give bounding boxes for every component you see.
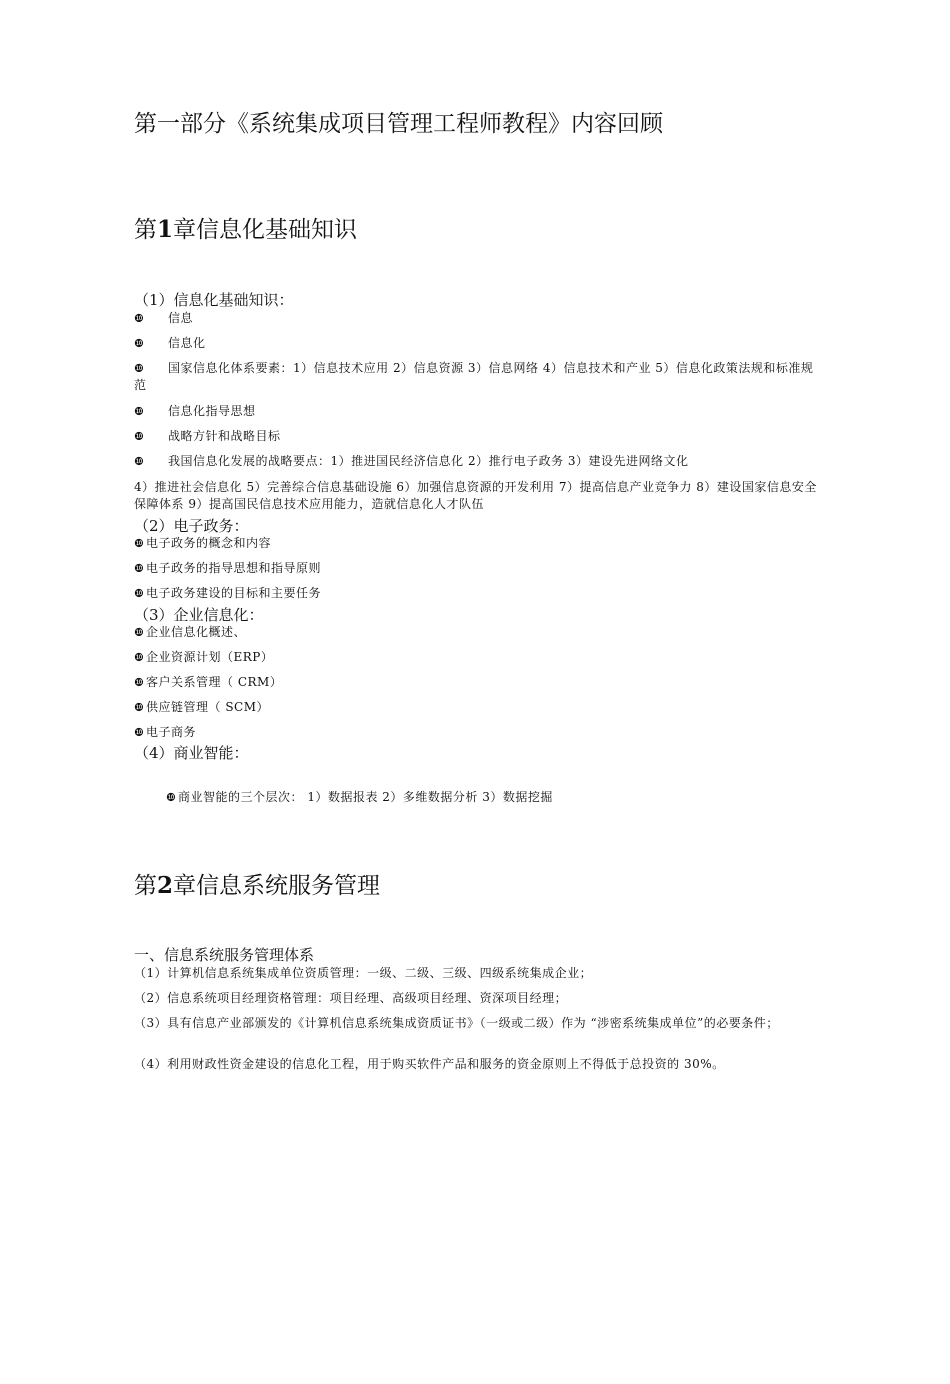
bullet-icon: ❿ — [134, 651, 145, 664]
list-item: ❿ 我国信息化发展的战略要点：1）推进国民经济信息化 2）推行电子政务 3）建设先进网络文化 — [134, 454, 689, 468]
bullet-icon: ❿ — [134, 405, 145, 418]
section-2-heading: （2）电子政务： — [134, 517, 249, 535]
list-item: （2）信息系统项目经理资格管理：项目经理、高级项目经理、资深项目经理； — [134, 991, 568, 1005]
bullet-icon: ❿ — [134, 676, 145, 689]
chapter-2-heading — [134, 870, 380, 902]
bullet-icon: ❿ — [134, 626, 145, 639]
section-4-heading: （4）商业智能： — [134, 744, 249, 762]
list-item-continuation: 4）推进社会信息化 5）完善综合信息基础设施 6）加强信息资源的开发利用 7）提高信息产业竞争力 8）建设国家信息安全保障体系 9）提高国民信息技术应用能力，造就信息化人才队伍 — [134, 480, 817, 511]
list-item: ❿ 电子政务的概念和内容 — [134, 536, 272, 550]
chapter-1-title: 章信息化基础知识 — [173, 217, 358, 243]
list-item: ❿ 供应链管理（ SCM） — [134, 700, 270, 714]
document-title: 第一部分《系统集成项目管理工程师教程》内容回顾 — [134, 111, 663, 137]
bullet-icon: ❿ — [134, 562, 145, 575]
bullet-icon: ❿ — [134, 701, 145, 714]
bullet-icon: ❿ — [166, 791, 177, 804]
list-item: ❿ 电子政务建设的目标和主要任务 — [134, 586, 322, 600]
list-item: ❿ 信息 — [134, 311, 194, 325]
list-item: ❿ 信息化指导思想 — [134, 404, 256, 418]
chapter-1-number: 1 — [157, 216, 174, 243]
bullet-icon: ❿ — [134, 362, 145, 375]
chapter-2-prefix: 第 — [134, 873, 157, 899]
bullet-icon: ❿ — [134, 455, 145, 468]
bullet-icon: ❿ — [134, 726, 145, 739]
list-item: （3）具有信息产业部颁发的《计算机信息系统集成资质证书》（一级或二级）作为 “涉密系统集成单位”的必要条件； — [134, 1016, 779, 1030]
bullet-icon: ❿ — [134, 430, 145, 443]
list-item: ❿ 客户关系管理（ CRM） — [134, 675, 283, 689]
list-item: ❿ 企业资源计划（ERP） — [134, 650, 274, 664]
bullet-icon: ❿ — [134, 537, 145, 550]
section-1-heading: （1）信息化基础知识： — [134, 291, 294, 309]
bullet-icon: ❿ — [134, 587, 145, 600]
chapter-1-heading — [134, 214, 357, 246]
section-3-heading: （3）企业信息化： — [134, 606, 264, 624]
chapter-2-title: 章信息系统服务管理 — [173, 873, 381, 899]
list-item: ❿ 企业信息化概述、 — [134, 625, 247, 639]
bullet-icon: ❿ — [134, 312, 145, 325]
chapter-2-number: 2 — [157, 872, 174, 899]
list-item: （1）计算机信息系统集成单位资质管理：一级、二级、三级、四级系统集成企业； — [134, 966, 593, 980]
list-item: ❿ 战略方针和战略目标 — [134, 429, 281, 443]
list-item: ❿ 电子政务的指导思想和指导原则 — [134, 561, 322, 575]
chapter-1-prefix: 第 — [134, 217, 157, 243]
bullet-icon: ❿ — [134, 337, 145, 350]
list-item: （4）利用财政性资金建设的信息化工程，用于购买软件产品和服务的资金原则上不得低于总投资的 30%。 — [134, 1057, 725, 1071]
list-item: ❿ 国家信息化体系要素：1）信息技术应用 2）信息资源 3）信息网络 4）信息技术和产业 5）信息化政策法规和标准规范 — [134, 361, 814, 392]
list-item: ❿ 信息化 — [134, 336, 206, 350]
list-item: ❿ 电子商务 — [134, 725, 197, 739]
list-item: ❿ 商业智能的三个层次： 1）数据报表 2）多维数据分析 3）数据挖掘 — [166, 790, 553, 804]
chapter-2-section-heading: 一、信息系统服务管理体系 — [134, 946, 315, 964]
